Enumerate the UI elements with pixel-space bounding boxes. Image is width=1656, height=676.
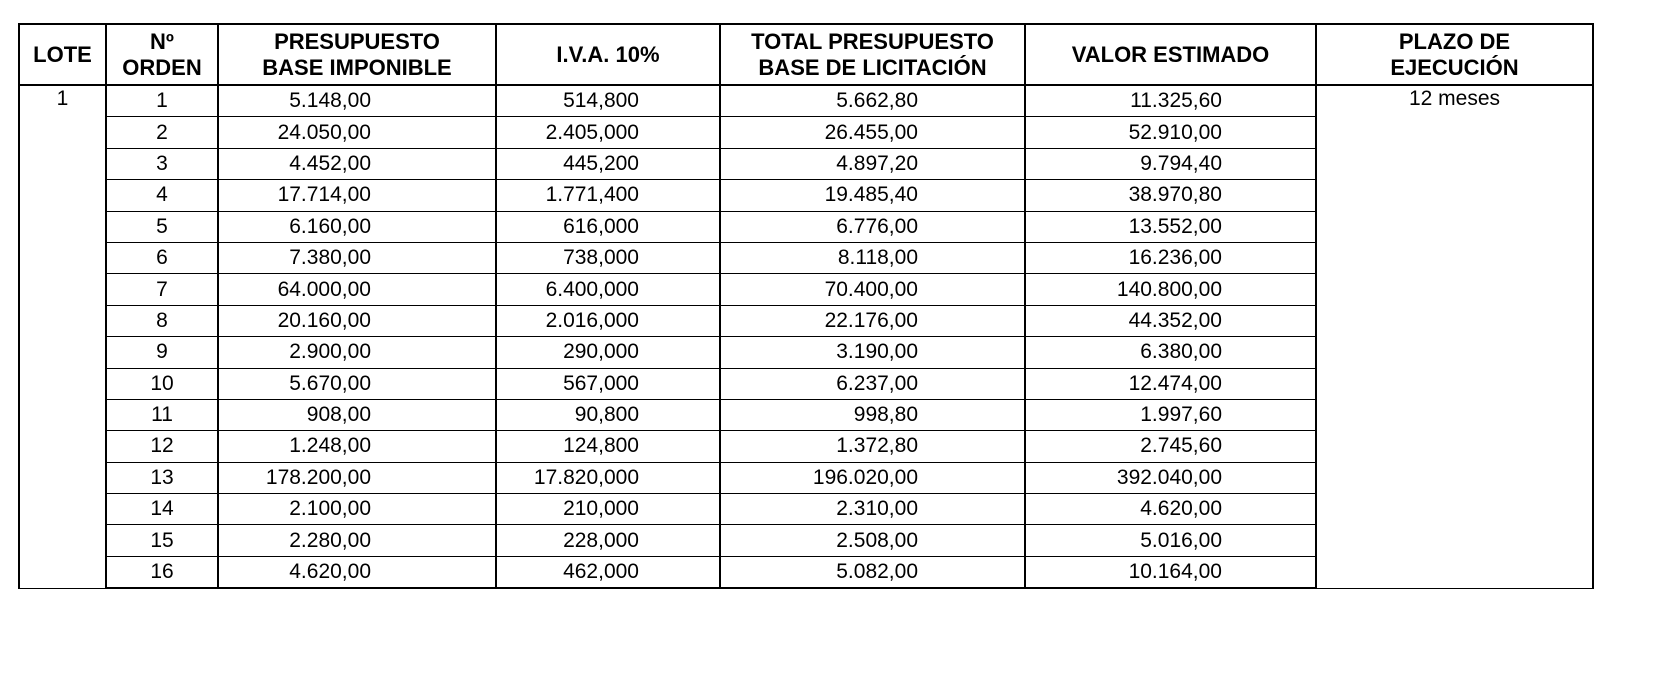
total-licitacion-cell: 2.310,00 bbox=[720, 494, 1025, 525]
base-imponible-cell: 1.248,00 bbox=[218, 431, 496, 462]
total-licitacion-cell: 3.190,00 bbox=[720, 337, 1025, 368]
total-licitacion-cell: 6.237,00 bbox=[720, 368, 1025, 399]
header-row bbox=[19, 24, 1593, 85]
header-orden: Nº ORDEN bbox=[106, 24, 218, 85]
base-imponible-cell: 178.200,00 bbox=[218, 462, 496, 493]
valor-estimado-cell: 4.620,00 bbox=[1025, 494, 1316, 525]
total-licitacion-cell: 196.020,00 bbox=[720, 462, 1025, 493]
iva-cell: 17.820,000 bbox=[496, 462, 720, 493]
iva-cell: 6.400,000 bbox=[496, 274, 720, 305]
plazo-cell: 12 meses bbox=[1316, 85, 1593, 588]
header-lote: LOTE bbox=[19, 24, 106, 85]
base-imponible-cell: 17.714,00 bbox=[218, 180, 496, 211]
base-imponible-cell: 64.000,00 bbox=[218, 274, 496, 305]
iva-cell: 2.405,000 bbox=[496, 117, 720, 148]
base-imponible-cell: 2.280,00 bbox=[218, 525, 496, 556]
orden-cell: 5 bbox=[106, 211, 218, 242]
valor-estimado-cell: 52.910,00 bbox=[1025, 117, 1316, 148]
total-licitacion-cell: 19.485,40 bbox=[720, 180, 1025, 211]
total-licitacion-cell: 5.662,80 bbox=[720, 85, 1025, 117]
valor-estimado-cell: 10.164,00 bbox=[1025, 556, 1316, 588]
total-licitacion-cell: 6.776,00 bbox=[720, 211, 1025, 242]
orden-cell: 10 bbox=[106, 368, 218, 399]
total-licitacion-cell: 998,80 bbox=[720, 399, 1025, 430]
valor-estimado-cell: 13.552,00 bbox=[1025, 211, 1316, 242]
iva-cell: 290,000 bbox=[496, 337, 720, 368]
total-licitacion-cell: 2.508,00 bbox=[720, 525, 1025, 556]
valor-estimado-cell: 12.474,00 bbox=[1025, 368, 1316, 399]
orden-cell: 1 bbox=[106, 85, 218, 117]
orden-cell: 2 bbox=[106, 117, 218, 148]
orden-cell: 3 bbox=[106, 148, 218, 179]
orden-cell: 12 bbox=[106, 431, 218, 462]
orden-cell: 11 bbox=[106, 399, 218, 430]
valor-estimado-cell: 5.016,00 bbox=[1025, 525, 1316, 556]
orden-cell: 16 bbox=[106, 556, 218, 588]
base-imponible-cell: 5.670,00 bbox=[218, 368, 496, 399]
lote-cell: 1 bbox=[19, 85, 106, 588]
iva-cell: 445,200 bbox=[496, 148, 720, 179]
orden-cell: 15 bbox=[106, 525, 218, 556]
orden-cell: 14 bbox=[106, 494, 218, 525]
table-body bbox=[19, 85, 1593, 588]
total-licitacion-cell: 1.372,80 bbox=[720, 431, 1025, 462]
iva-cell: 462,000 bbox=[496, 556, 720, 588]
iva-cell: 616,000 bbox=[496, 211, 720, 242]
iva-cell: 228,000 bbox=[496, 525, 720, 556]
valor-estimado-cell: 2.745,60 bbox=[1025, 431, 1316, 462]
base-imponible-cell: 4.452,00 bbox=[218, 148, 496, 179]
total-licitacion-cell: 8.118,00 bbox=[720, 242, 1025, 273]
header-iva: I.V.A. 10% bbox=[496, 24, 720, 85]
header-valor-estimado: VALOR ESTIMADO bbox=[1025, 24, 1316, 85]
base-imponible-cell: 7.380,00 bbox=[218, 242, 496, 273]
iva-cell: 738,000 bbox=[496, 242, 720, 273]
total-licitacion-cell: 22.176,00 bbox=[720, 305, 1025, 336]
total-licitacion-cell: 26.455,00 bbox=[720, 117, 1025, 148]
orden-cell: 4 bbox=[106, 180, 218, 211]
budget-table-container bbox=[18, 23, 1594, 589]
iva-cell: 567,000 bbox=[496, 368, 720, 399]
orden-cell: 13 bbox=[106, 462, 218, 493]
orden-cell: 8 bbox=[106, 305, 218, 336]
valor-estimado-cell: 6.380,00 bbox=[1025, 337, 1316, 368]
valor-estimado-cell: 16.236,00 bbox=[1025, 242, 1316, 273]
header-base-imponible: PRESUPUESTO BASE IMPONIBLE bbox=[218, 24, 496, 85]
valor-estimado-cell: 11.325,60 bbox=[1025, 85, 1316, 117]
iva-cell: 90,800 bbox=[496, 399, 720, 430]
orden-cell: 9 bbox=[106, 337, 218, 368]
header-total-licitacion: TOTAL PRESUPUESTO BASE DE LICITACIÓN bbox=[720, 24, 1025, 85]
valor-estimado-cell: 1.997,60 bbox=[1025, 399, 1316, 430]
total-licitacion-cell: 5.082,00 bbox=[720, 556, 1025, 588]
base-imponible-cell: 6.160,00 bbox=[218, 211, 496, 242]
orden-cell: 6 bbox=[106, 242, 218, 273]
total-licitacion-cell: 70.400,00 bbox=[720, 274, 1025, 305]
table-row bbox=[19, 85, 1593, 117]
total-licitacion-cell: 4.897,20 bbox=[720, 148, 1025, 179]
iva-cell: 210,000 bbox=[496, 494, 720, 525]
base-imponible-cell: 5.148,00 bbox=[218, 85, 496, 117]
iva-cell: 514,800 bbox=[496, 85, 720, 117]
orden-cell: 7 bbox=[106, 274, 218, 305]
valor-estimado-cell: 9.794,40 bbox=[1025, 148, 1316, 179]
valor-estimado-cell: 140.800,00 bbox=[1025, 274, 1316, 305]
base-imponible-cell: 24.050,00 bbox=[218, 117, 496, 148]
iva-cell: 1.771,400 bbox=[496, 180, 720, 211]
base-imponible-cell: 20.160,00 bbox=[218, 305, 496, 336]
iva-cell: 2.016,000 bbox=[496, 305, 720, 336]
valor-estimado-cell: 44.352,00 bbox=[1025, 305, 1316, 336]
base-imponible-cell: 4.620,00 bbox=[218, 556, 496, 588]
iva-cell: 124,800 bbox=[496, 431, 720, 462]
budget-table bbox=[18, 23, 1594, 589]
valor-estimado-cell: 392.040,00 bbox=[1025, 462, 1316, 493]
base-imponible-cell: 2.900,00 bbox=[218, 337, 496, 368]
base-imponible-cell: 908,00 bbox=[218, 399, 496, 430]
header-plazo-ejecucion: PLAZO DE EJECUCIÓN bbox=[1316, 24, 1593, 85]
valor-estimado-cell: 38.970,80 bbox=[1025, 180, 1316, 211]
base-imponible-cell: 2.100,00 bbox=[218, 494, 496, 525]
